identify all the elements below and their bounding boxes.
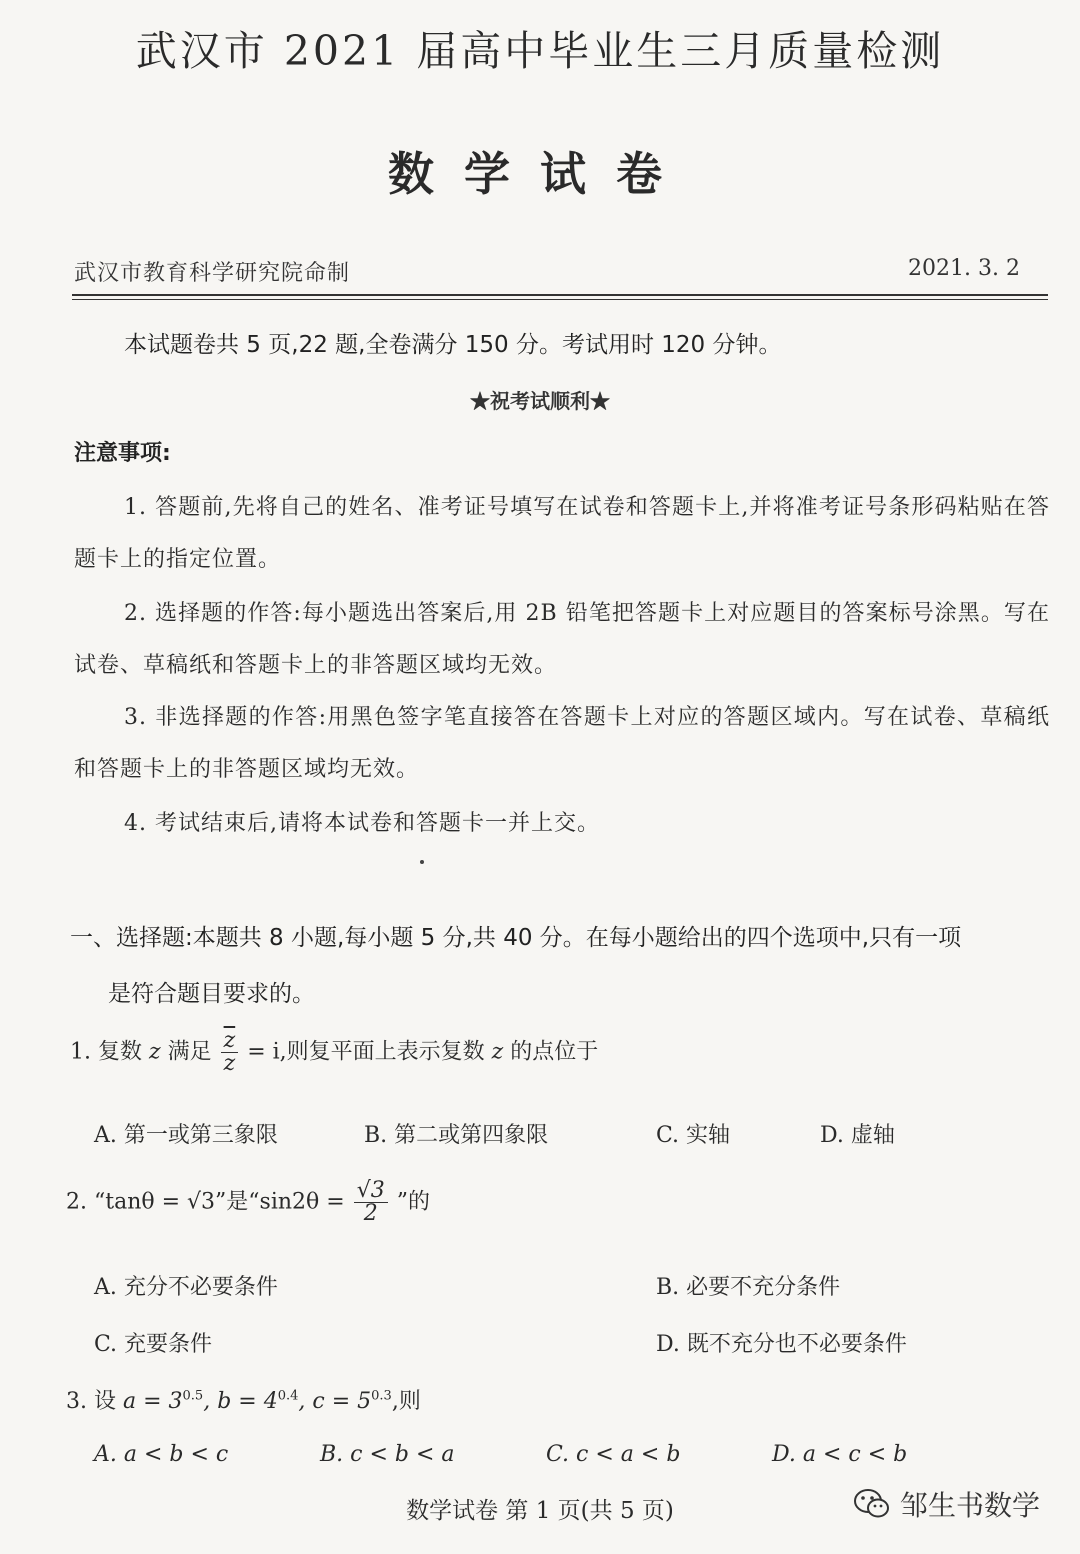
q2-frac-num: √3 <box>354 1180 388 1203</box>
section-line-1: 一、选择题:本题共 8 小题,每小题 5 分,共 40 分。在每小题给出的四个选项中,只有一项 <box>70 925 962 951</box>
q2-suffix: ”的 <box>396 1189 430 1215</box>
q1-eq: = i,则复平面上表示复数 <box>247 1039 485 1065</box>
question-1 <box>70 1030 598 1075</box>
question-3 <box>66 1384 421 1415</box>
q1-var: z <box>148 1039 161 1065</box>
watermark <box>852 1484 1040 1524</box>
exam-title: 武汉市 2021 届高中毕业生三月质量检测 <box>135 27 945 75</box>
q1-mid: 满足 <box>167 1039 212 1065</box>
exam-intro: 本试题卷共 5 页,22 题,全卷满分 150 分。考试用时 120 分钟。 <box>124 332 782 358</box>
notice-title: 注意事项: <box>74 441 171 466</box>
section-line-2: 是符合题目要求的。 <box>108 981 315 1007</box>
q2-option-c: C. 充要条件 <box>94 1332 213 1357</box>
q1-fraction <box>221 1030 239 1075</box>
q2-option-d: D. 既不充分也不必要条件 <box>656 1332 907 1357</box>
q3-a-exp: 0.5 <box>182 1388 204 1404</box>
q1-frac-num: $\overline{z}$ <box>221 1030 239 1053</box>
notice-item-3: 3. 非选择题的作答:用黑色签字笔直接答在答题卡上对应的答题区域内。写在试卷、草稿纸和答题卡上的非答题区域均无效。 <box>74 705 1050 782</box>
page-footer: 数学试卷 第 1 页(共 5 页) <box>406 1498 674 1524</box>
q2-prefix: 2. “tanθ = √3”是“sin2θ = <box>66 1189 345 1215</box>
print-speck <box>420 860 424 864</box>
q3-b-exp: 0.4 <box>277 1388 299 1404</box>
q3-suffix: ,则 <box>391 1389 421 1414</box>
notice-item-1: 1. 答题前,先将自己的姓名、准考证号填写在试卷和答题卡上,并将准考证号条形码粘贴在答题卡上的指定位置。 <box>74 495 1050 572</box>
header-rule-thin <box>72 299 1048 300</box>
q2-fraction <box>354 1180 388 1225</box>
q3-a: a = 3 <box>122 1389 183 1414</box>
q3-option-d: D. a < c < b <box>772 1442 908 1467</box>
q1-var-2: z <box>491 1039 504 1065</box>
header-rule-thick <box>72 294 1048 296</box>
q3-b: , b = 4 <box>203 1389 278 1414</box>
q1-frac-den: z <box>223 1051 236 1076</box>
q2-frac-den: 2 <box>363 1201 378 1226</box>
section-header <box>70 910 1050 1022</box>
q1-option-a: A. 第一或第三象限 <box>94 1123 278 1148</box>
q3-option-c: C. c < a < b <box>546 1442 681 1467</box>
q2-option-a: A. 充分不必要条件 <box>94 1275 278 1300</box>
q3-c-exp: 0.3 <box>371 1388 392 1404</box>
notice-item-2: 2. 选择题的作答:每小题选出答案后,用 2B 铅笔把答题卡上对应题目的答案标号涂黑。写在试卷、草稿纸和答题卡上的非答题区域均无效。 <box>74 601 1050 678</box>
watermark-text: 邹生书数学 <box>899 1489 1040 1522</box>
q1-option-b: B. 第二或第四象限 <box>364 1123 549 1148</box>
exam-date: 2021. 3. 2 <box>908 256 1020 281</box>
q1-prefix: 1. 复数 <box>70 1039 142 1065</box>
issuer: 武汉市教育科学研究院命制 <box>74 261 351 286</box>
q3-option-b: B. c < b < a <box>320 1442 455 1467</box>
q2-option-b: B. 必要不充分条件 <box>656 1275 841 1300</box>
q3-c: , c = 5 <box>298 1389 372 1414</box>
q3-option-a: A. a < b < c <box>94 1442 229 1467</box>
q1-option-d: D. 虚轴 <box>820 1123 895 1148</box>
q3-prefix: 3. 设 <box>66 1389 116 1414</box>
good-luck-line: ★祝考试顺利★ <box>470 389 610 413</box>
exam-subject: 数学试卷 <box>388 147 692 201</box>
q1-option-c: C. 实轴 <box>656 1123 731 1148</box>
notice-item-4: 4. 考试结束后,请将本试卷和答题卡一并上交。 <box>124 811 600 836</box>
wechat-icon <box>852 1484 892 1524</box>
question-2 <box>66 1180 430 1225</box>
q1-suffix: 的点位于 <box>510 1039 599 1065</box>
